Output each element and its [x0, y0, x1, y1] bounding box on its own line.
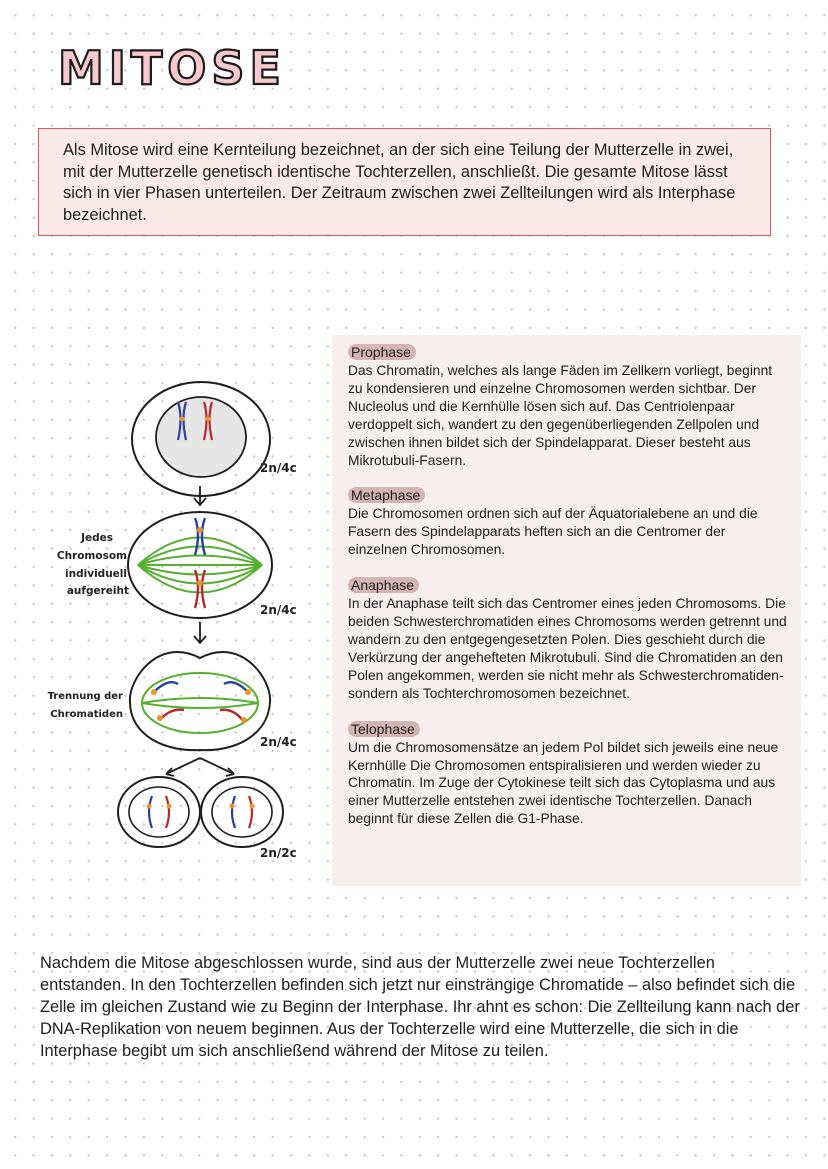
svg-text:individuell: individuell — [65, 568, 127, 580]
intro-box — [38, 128, 771, 236]
svg-text:Trennung der: Trennung der — [47, 691, 123, 702]
metaphase-note — [57, 532, 129, 597]
svg-text:Jedes: Jedes — [81, 532, 113, 544]
anaphase-note — [48, 691, 123, 720]
svg-text:Chromosom: Chromosom — [56, 550, 127, 562]
mitosis-diagram — [20, 360, 320, 880]
anaphase-cell — [130, 652, 270, 750]
metaphase-cell — [128, 512, 272, 618]
phase-description: Um die Chromosomensätze an jedem Pol bildet sich jeweils eine neue Kernhülle Die Chromosomen entspiralisieren und werden wieder zu Chromatin. Im Zuge der Cytokinese teilt sich das Cytoplasma und aus einer Mutterzelle entstehen zwei identische Tochterzellen. Danach beginnt für diese Zellen die G1-Phase. — [348, 739, 779, 827]
phase-heading: Metaphase — [348, 487, 425, 503]
phase-heading: Telophase — [348, 721, 420, 737]
phase-anaphase — [348, 577, 787, 702]
phase-metaphase — [348, 487, 787, 559]
svg-text:aufgereiht: aufgereiht — [66, 585, 129, 597]
phase-description: Das Chromatin, welches als lange Fäden im Zellkern vorliegt, beginnt zu kondensieren und einzelne Chromosomen werden sichtbar. Der Nucleolus und die Kernhülle lösen sich auf. Das Centriolenpaar verdoppelt sich, wandert zu den gegenüberliegenden Zellpolen und zwischen ihnen bildet sich der Spindelapparat. Dieser besteht aus Mikrotubuli-Fasern. — [348, 363, 773, 468]
phase-description: Die Chromosomen ordnen sich auf der Äquatorialebene an und die Fasern des Spindelapparats heften sich an die Centromer der einzelnen Chromosomen. — [348, 506, 758, 558]
phase-heading: Anaphase — [348, 577, 419, 593]
prophase-cell — [132, 382, 270, 496]
phase-description: In der Anaphase teilt sich das Centromer eines jeden Chromosoms. Die beiden Schwesterchromatiden eines Chromosoms werden getrennt und wandern zu den entgegengesetzten Polen. Dies geschieht durch die Verkürzung der angehefteten Mikrotubuli. Sind die Chromatiden an den Polen angekommen, werden sie nicht mehr als Schwesterchromatiden- sondern als Tochterchromosomen bezeichnet. — [348, 596, 787, 701]
stage-label-3: 2n/4c — [260, 735, 297, 749]
split-arrows-icon — [166, 758, 234, 776]
intro-text: Als Mitose wird eine Kernteilung bezeichnet, an der sich eine Teilung der Mutterzelle in zwei, mit der Mutterzelle genetisch identische Tochterzellen, anschließt. Die gesamte Mitose lässt sich in vier Phasen unterteilen. Der Zeitraum zwischen zwei Zellteilungen wird als Interphase bezeichnet. — [63, 141, 736, 224]
phase-prophase — [348, 344, 787, 469]
daughter-cell-right — [201, 777, 283, 847]
svg-text:Chromatiden: Chromatiden — [50, 709, 123, 720]
phase-panel — [332, 335, 801, 886]
phase-heading: Prophase — [348, 344, 416, 360]
closing-paragraph: Nachdem die Mitose abgeschlossen wurde, sind aus der Mutterzelle zwei neue Tochterzellen entstanden. In den Tochterzellen befinden sich jetzt nur einsträngige Chromatide – also befindet sich die Zelle im gleichen Zustand wie zu Beginn der Interphase. Ihr ahnt es schon: Die Zellteilung kann nach der DNA-Replikation von neuem beginnen. Aus der Tochterzelle wird eine Mutterzelle, die sich in die Interphase begibt um sich anschließend während der Mitose zu teilen. — [40, 954, 800, 1060]
phase-telophase — [348, 721, 787, 829]
page-title: MITOSE — [58, 41, 286, 95]
arrow-down-icon — [194, 622, 206, 643]
stage-label-4: 2n/2c — [260, 846, 297, 860]
stage-label-2: 2n/4c — [260, 603, 297, 617]
daughter-cell-left — [118, 777, 200, 847]
stage-label-1: 2n/4c — [260, 461, 297, 475]
